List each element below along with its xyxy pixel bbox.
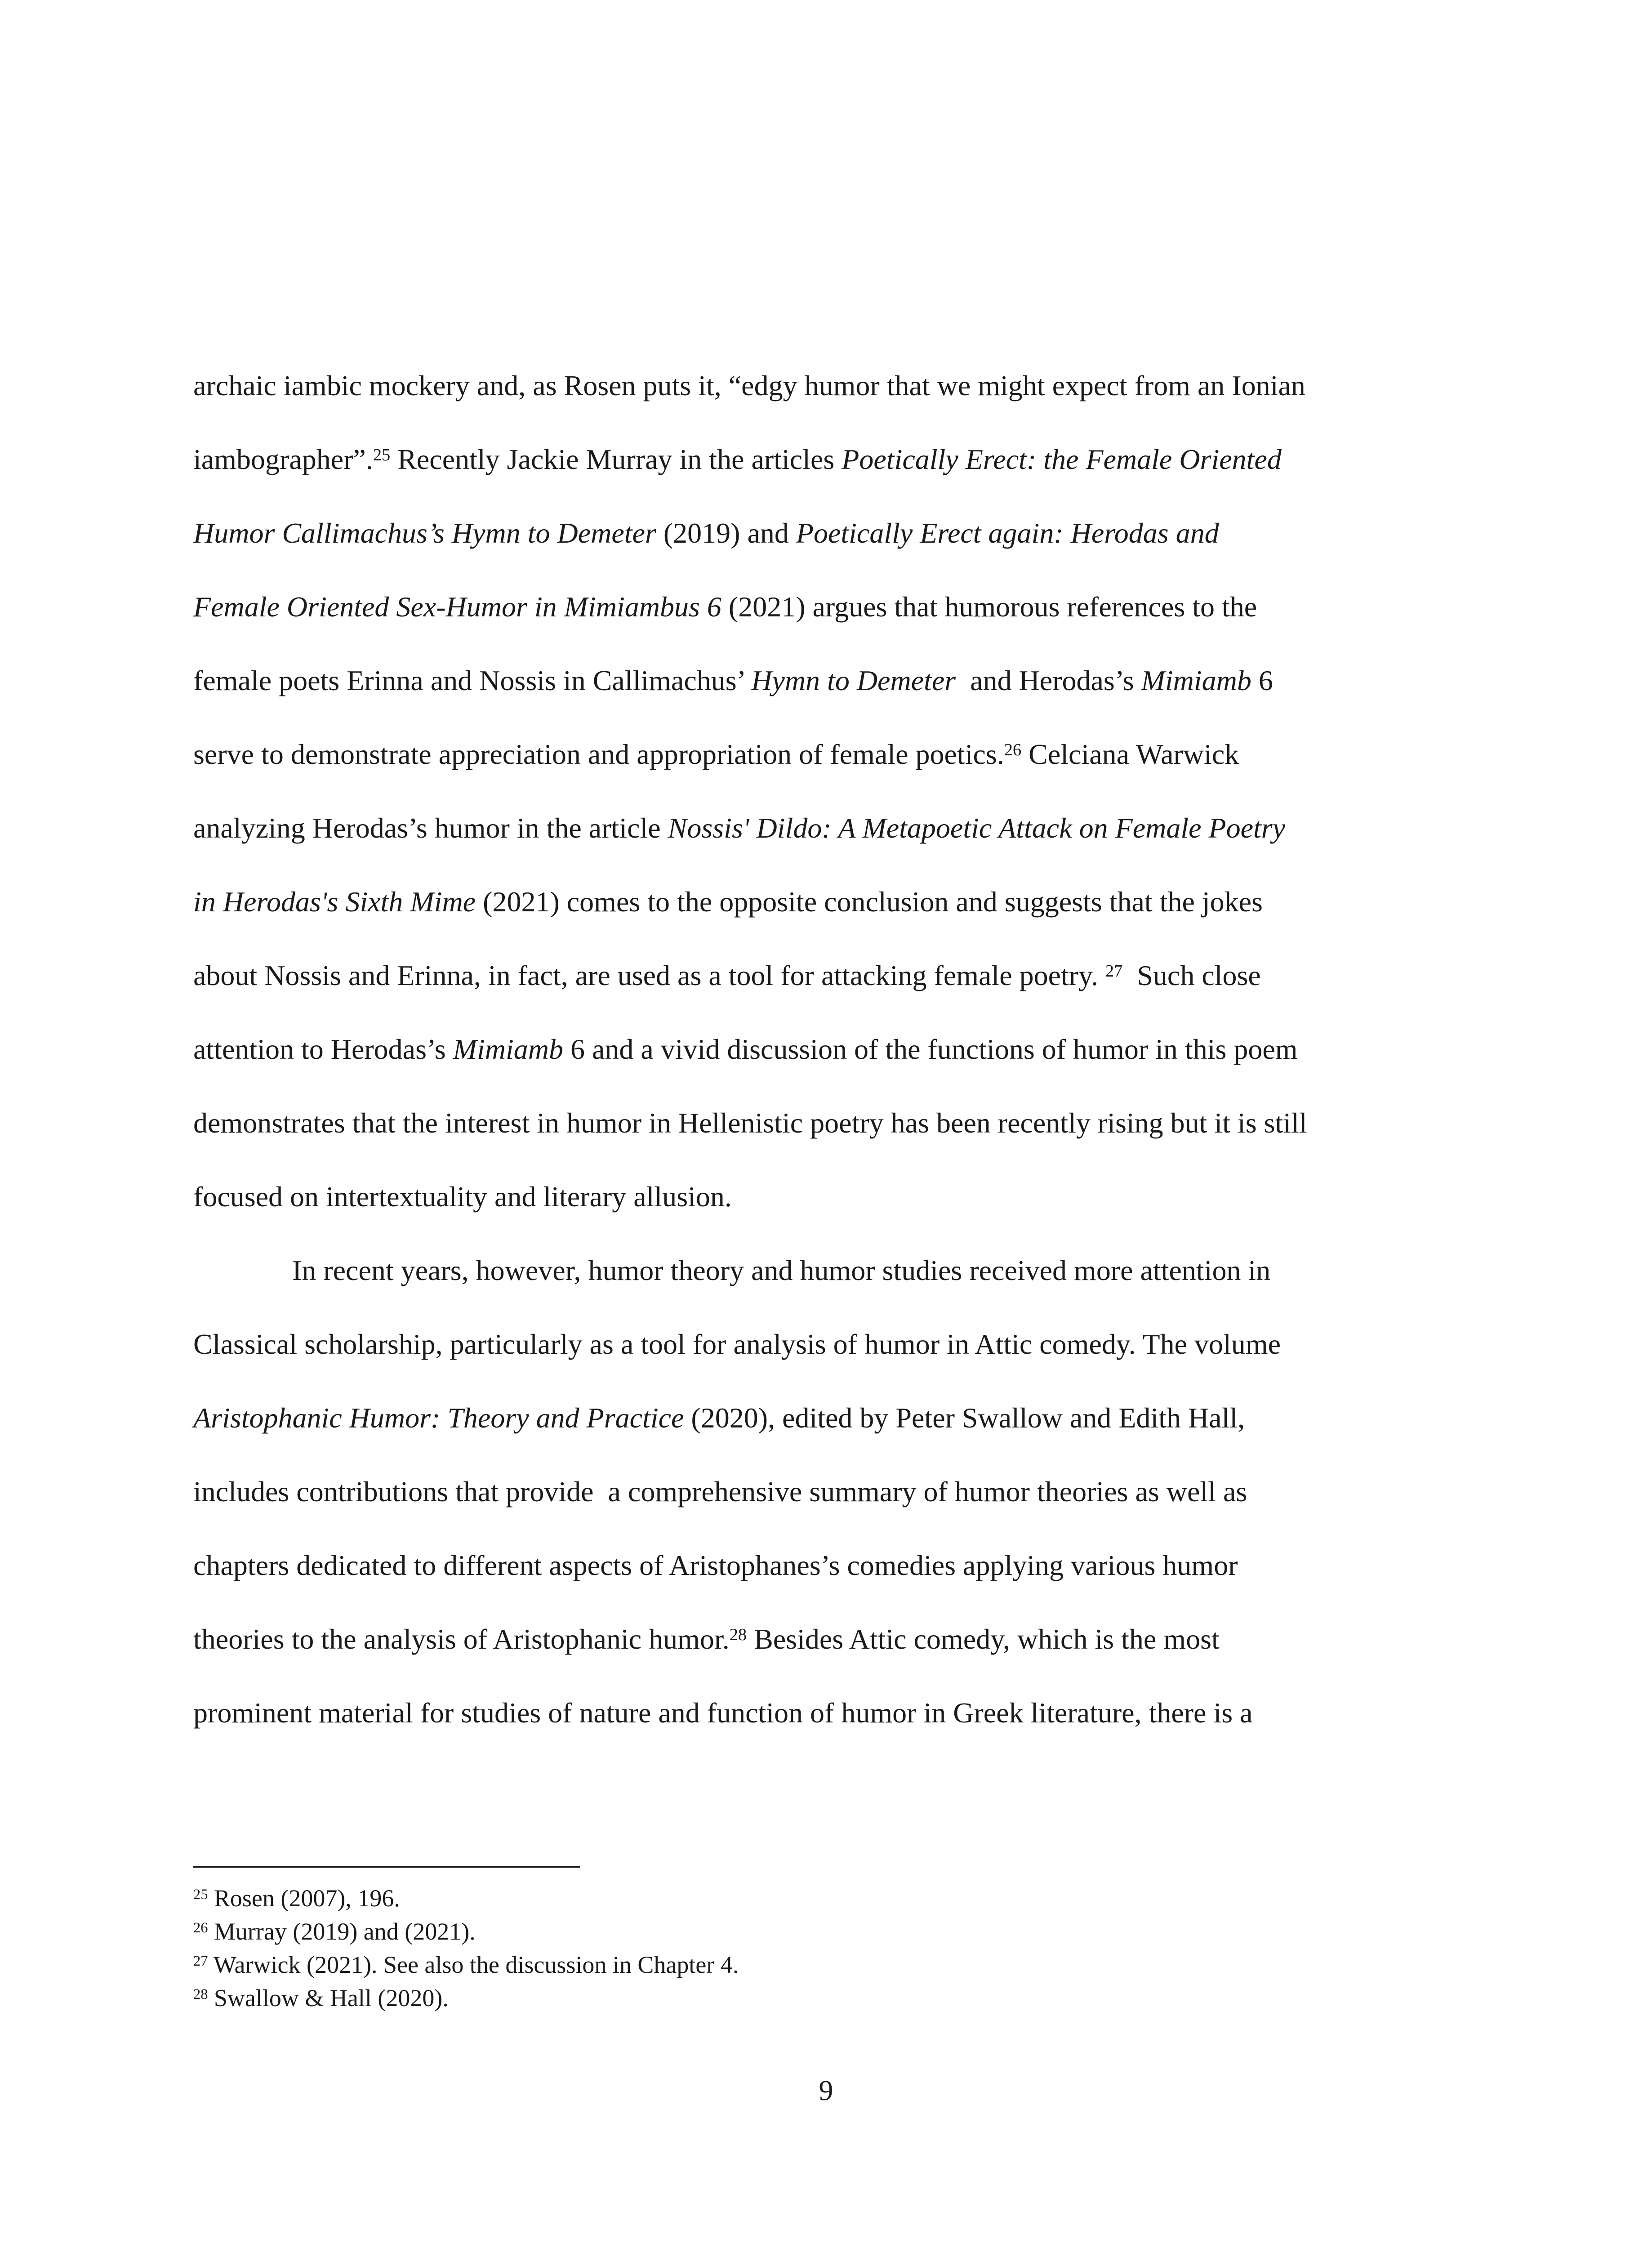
text-span: and Herodas’s — [956, 665, 1141, 696]
text-span: prominent material for studies of nature and function of humor in Greek literature, there is a — [193, 1697, 1253, 1729]
footnote-text: Murray (2019) and (2021). — [208, 1918, 476, 1945]
book-title: Aristophanic Humor: Theory and Practice — [193, 1402, 684, 1434]
footnote-number: 28 — [193, 1986, 208, 2003]
text-line — [193, 806, 1452, 879]
text-span: theories to the analysis of Aristophanic humor. — [193, 1623, 730, 1655]
article-title: Humor Callimachus’s Hymn to Demeter — [193, 517, 656, 549]
text-span: attention to Herodas’s — [193, 1033, 453, 1065]
article-title: Poetically Erect again: Herodas and — [796, 517, 1219, 549]
text-line — [193, 732, 1452, 806]
text-span: (2021) comes to the opposite conclusion and suggests that the jokes — [476, 886, 1263, 918]
text-span: Besides Attic comedy, which is the most — [747, 1623, 1220, 1655]
footnote-text: Rosen (2007), 196. — [208, 1885, 400, 1912]
text-line — [193, 511, 1452, 584]
text-line — [193, 1027, 1452, 1101]
text-line — [193, 1469, 1452, 1543]
text-span: chapters dedicated to different aspects of Aristophanes’s comedies applying various humor — [193, 1549, 1238, 1581]
text-line — [193, 1543, 1452, 1617]
text-span: female poets Erinna and Nossis in Callimachus’ — [193, 665, 752, 696]
page-number: 9 — [819, 2074, 833, 2106]
text-span: 6 and a vivid discussion of the functions of humor in this poem — [563, 1033, 1298, 1065]
text-line — [193, 658, 1452, 732]
text-span: Recently Jackie Murray in the articles — [390, 443, 842, 475]
text-span: demonstrates that the interest in humor in Hellenistic poetry has been recently rising but it is still — [193, 1107, 1307, 1139]
text-span: 6 — [1251, 665, 1273, 696]
text-line — [193, 879, 1452, 953]
footnote-27 — [193, 1948, 1452, 1981]
text-span: (2019) and — [656, 517, 796, 549]
article-title: Poetically Erect: the Female Oriented — [842, 443, 1282, 475]
work-title: Hymn to Demeter — [751, 665, 956, 696]
body-text — [193, 363, 1452, 1764]
footnote-ref-27[interactable]: 27 — [1105, 962, 1123, 981]
work-title: Mimiamb — [453, 1033, 563, 1065]
text-line — [193, 1101, 1452, 1174]
text-line — [193, 1174, 1452, 1248]
article-title: Female Oriented Sex-Humor in Mimiambus 6 — [193, 591, 721, 623]
text-line — [193, 1690, 1452, 1764]
text-line — [193, 1617, 1452, 1690]
footnote-number: 26 — [193, 1919, 208, 1936]
footnote-text: Swallow & Hall (2020). — [208, 1985, 449, 2012]
footnote-number: 27 — [193, 1953, 208, 1969]
footnote-28 — [193, 1981, 1452, 2015]
text-span: Celciana Warwick — [1021, 738, 1239, 770]
footnote-ref-28[interactable]: 28 — [729, 1625, 747, 1645]
text-span: focused on intertextuality and literary allusion. — [193, 1181, 732, 1213]
text-line — [193, 363, 1452, 437]
text-span: Classical scholarship, particularly as a tool for analysis of humor in Attic comedy. The volume — [193, 1328, 1281, 1360]
paragraph-first-line — [193, 1248, 1452, 1322]
text-span: analyzing Herodas’s humor in the article — [193, 812, 668, 844]
text-line — [193, 1322, 1452, 1396]
text-line — [193, 953, 1452, 1027]
text-span: iambographer”. — [193, 443, 373, 475]
footnotes — [193, 1882, 1452, 2015]
footnote-26 — [193, 1915, 1452, 1948]
footnote-ref-25[interactable]: 25 — [373, 446, 391, 465]
text-span: includes contributions that provide a comprehensive summary of humor theories as well as — [193, 1476, 1247, 1508]
text-line — [193, 1396, 1452, 1469]
work-title: Mimiamb — [1141, 665, 1251, 696]
text-line — [193, 584, 1452, 658]
text-span: about Nossis and Erinna, in fact, are used as a tool for attacking female poetry. — [193, 959, 1105, 991]
text-span: Such close — [1122, 959, 1261, 991]
text-span: In recent years, however, humor theory and humor studies received more attention in — [292, 1254, 1271, 1286]
footnote-number: 25 — [193, 1886, 208, 1903]
text-span: archaic iambic mockery and, as Rosen puts it, “edgy humor that we might expect from an Ionian — [193, 370, 1305, 401]
text-span: (2020), edited by Peter Swallow and Edith Hall, — [684, 1402, 1245, 1434]
footnote-25 — [193, 1882, 1452, 1915]
text-span: serve to demonstrate appreciation and appropriation of female poetics. — [193, 738, 1004, 770]
text-line — [193, 437, 1452, 511]
footnote-text: Warwick (2021). See also the discussion in Chapter 4. — [208, 1951, 739, 1978]
article-title: in Herodas's Sixth Mime — [193, 886, 476, 918]
text-span: (2021) argues that humorous references to the — [721, 591, 1257, 623]
footnote-separator — [193, 1866, 580, 1868]
article-title: Nossis' Dildo: A Metapoetic Attack on Female Poetry — [668, 812, 1286, 844]
footnote-ref-26[interactable]: 26 — [1004, 740, 1022, 760]
